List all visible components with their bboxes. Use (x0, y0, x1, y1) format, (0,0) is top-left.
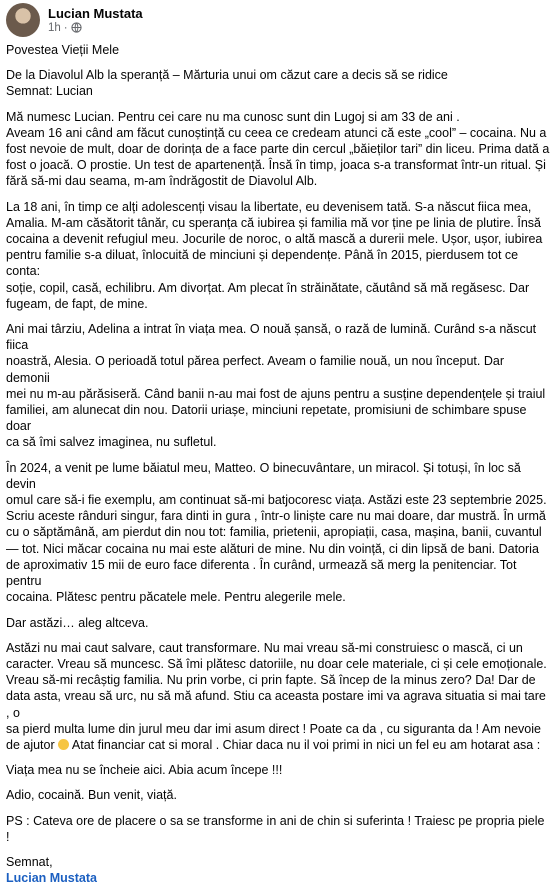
author-avatar[interactable] (6, 3, 40, 37)
post-line: Dar astăzi… aleg altceva. (6, 615, 149, 630)
post-line: cocaina. Plătesc pentru păcatele mele. Pentru alegerile mele. (6, 590, 346, 605)
post-line: — tot. Nici măcar cocaina nu mai este alături de mine. Nu din voință, ci din lipsă de bani. Datoria (6, 541, 539, 556)
signature-name[interactable]: Lucian Mustata (6, 871, 97, 886)
post-line: de aproximativ 15 mii de euro face diferenta . În curând, urmează să merg la penitenciar. Tot pentru (6, 557, 517, 589)
post-line: Viața mea nu se încheie aici. Abia acum începe !!! (6, 763, 283, 778)
post-header (6, 2, 143, 38)
post-line: Ani mai târziu, Adelina a intrat în viața mea. O nouă șansă, o rază de lumină. Curând s-a născut fiica (6, 322, 537, 353)
post-line: Scriu aceste rânduri singur, fara dinti in gura , într-o liniște care nu mai doare, dar mustră. În urmă (6, 509, 546, 524)
post-line: Amalia. M-am căsătorit tânăr, cu speranța că iubirea și familia mă vor ține pe linia de plutire. Însă (6, 215, 541, 230)
post-line: fost o joacă. O prostie. Un test de apartenență. Însă în timp, joaca s-a transformat într-un ritual. Și (6, 158, 546, 173)
post-line: cu o săptămână, am pierdut din nou tot: familia, prietenii, apropiații, casa, mașina, banii, cuvantul (6, 525, 542, 540)
post-line: La 18 ani, în timp ce alți adolescenți visau la libertate, eu devenisem tată. S-a născut fiica mea, (6, 199, 532, 214)
post-line: noastră, Alesia. O perioadă totul părea perfect. Aveam o familie nouă, un nou început. Dar demonii (6, 354, 504, 385)
post-line: fost nevoie de mult, doar de dorința de a face parte din cercul „băieților tari” din liceu. Prima dată a (6, 142, 550, 157)
post-line: soție, copil, casă, echilibru. Am divorțat. Am plecat în străinătate, căutând să mă regăsesc. Dar (6, 280, 530, 295)
post-line: sa pierd multa lume din jurul meu dar imi asum direct ! Poate ca da , cu siguranta da ! Am nevoie (6, 721, 541, 736)
post-line: de ajutor Atat financiar cat si moral . Chiar daca nu il voi primi in nici un fel eu am hotarat asa : (6, 737, 541, 752)
post-line: Aveam 16 ani când am făcut cunoștință cu ceea ce credeam atunci că este „cool” – cocaina. Nu a (6, 125, 547, 140)
post-line: PS : Cateva ore de placere o sa se transforme in ani de chin si suferinta ! Traiesc pe propria piele ! (6, 813, 545, 844)
post-line: Vreau să-mi recâștig familia. Nu prin vorbe, ci prin fapte. Să încep de la minus zero? Da! Dar de (6, 673, 536, 688)
post-subline (48, 21, 143, 35)
post-line: cocaina a devenit refugiul meu. Jocurile de noroc, o altă mască a durerii mele. Ușor, ușor, iubirea (6, 232, 543, 247)
sad-face-icon (58, 739, 69, 750)
post-line: În 2024, a venit pe lume băiatul meu, Matteo. O binecuvântare, un miracol. Și totuși, în loc să devin (6, 460, 521, 491)
post-intro-line: De la Diavolul Alb la speranță – Mărturia unui om căzut care a decis să se ridice (6, 68, 448, 83)
post-title: Povestea Vieții Mele (6, 43, 120, 57)
post-line: Astăzi nu mai caut salvare, caut transformare. Nu mai vreau să-mi construiesc o mască, ci un (6, 640, 523, 655)
meta-separator: · (63, 21, 68, 34)
post-line: data asta, vreau să urc, nu să mă afund. Stiu ca aceasta postare imi va agrava situatia si mai tare , o (6, 689, 546, 720)
post-intro-line: Semnat: Lucian (6, 84, 93, 99)
post-line: Mă numesc Lucian. Pentru cei care nu ma cunosc sunt din Lugoj si am 33 de ani . (6, 109, 460, 124)
post-line: mei nu m-au părăsiseră. Când banii n-au mai fost de ajuns pentru a susține dependențele și traiul (6, 386, 546, 401)
globe-icon (71, 22, 82, 33)
post-line: ca să îmi salvez imaginea, nu sufletul. (6, 435, 217, 450)
author-name[interactable]: Lucian Mustata (48, 5, 143, 21)
post-line: Adio, cocaină. Bun venit, viață. (6, 788, 177, 803)
post-line: fugeam, de fapt, de mine. (6, 296, 148, 311)
signature-label: Semnat, (6, 854, 53, 869)
post-line: fără să-mi dau seama, m-am îndrăgostit de Diavolul Alb. (6, 174, 318, 189)
post-line: familiei, am alunecat din nou. Datorii uriașe, minciuni repetate, promisiuni de schimbare spuse doar (6, 403, 527, 434)
post-line: omul care să-i fie exemplu, am continuat să-mi batjocoresc viața. Astăzi este 23 septembrie 2025. (6, 493, 547, 508)
post-body (6, 42, 551, 886)
post-time[interactable]: 1h (48, 21, 61, 34)
post-paragraphs (6, 109, 551, 854)
post-line: pentru familie s-a diluat, înlocuită de minciuni și dependențe. Până în 2015, pierdusem tot ce conta: (6, 248, 519, 279)
post-meta (48, 6, 143, 35)
post-line: caracter. Vreau să muncesc. Să îmi plătesc datoriile, nu doar cele materiale, ci și cele emoționale. (6, 656, 547, 671)
